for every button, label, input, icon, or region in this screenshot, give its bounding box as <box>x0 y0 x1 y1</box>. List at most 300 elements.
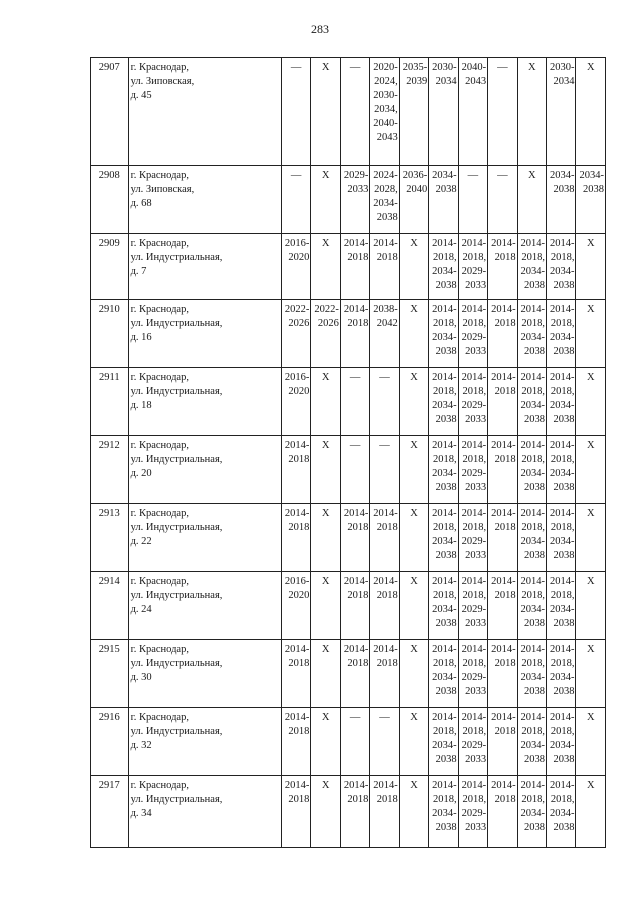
cell-line: 2018, <box>433 522 457 533</box>
cell-line: 2018, <box>462 522 487 533</box>
cell-line: 2018, <box>462 454 487 465</box>
period-cell <box>281 504 310 572</box>
period-cell <box>429 776 458 848</box>
cell-line: 2035- <box>402 62 428 73</box>
cell-line: 2034- <box>432 468 457 479</box>
cell-line: Х <box>410 508 418 519</box>
period-cell <box>517 58 546 166</box>
cell-line: 2034 <box>435 76 457 87</box>
cell-line: 2038 <box>583 184 604 195</box>
period-cell <box>458 58 487 166</box>
cell-line: — <box>349 62 361 73</box>
table-body <box>91 58 606 848</box>
cell-line: 2014- <box>491 304 516 315</box>
cell-line: 2016- <box>284 372 310 383</box>
table-row <box>91 504 606 572</box>
table-row <box>91 166 606 234</box>
period-cell <box>488 776 517 848</box>
cell-line: г. Краснодар, <box>130 62 189 73</box>
period-cell <box>399 166 428 234</box>
row-number: 2914 <box>91 572 129 640</box>
period-cell <box>399 504 428 572</box>
cell-line: — <box>290 62 302 73</box>
period-cell <box>340 368 369 436</box>
cell-line: д. 24 <box>130 604 152 615</box>
cell-line: 2018, <box>521 726 546 737</box>
cell-line: 2018, <box>521 454 546 465</box>
cell-line: 2038 <box>435 618 457 629</box>
cell-line: 2038 <box>524 550 546 561</box>
cell-line: 2014- <box>549 712 575 723</box>
cell-line: 2018, <box>462 252 487 263</box>
address-cell <box>128 776 281 848</box>
row-number: 2907 <box>91 58 129 166</box>
cell-line: Х <box>321 780 330 791</box>
cell-line: 2038 <box>553 346 575 357</box>
period-cell <box>488 640 517 708</box>
cell-line: 2014- <box>432 238 457 249</box>
cell-line: 2034- <box>520 672 546 683</box>
cell-line: 2014- <box>520 644 546 655</box>
period-cell <box>429 166 458 234</box>
period-cell <box>311 504 340 572</box>
period-cell <box>370 58 399 166</box>
period-cell <box>458 166 487 234</box>
period-cell <box>458 572 487 640</box>
period-cell <box>370 300 399 368</box>
row-number: 2911 <box>91 368 129 436</box>
cell-line: 2014- <box>432 440 457 451</box>
cell-line: 2014- <box>284 712 310 723</box>
cell-line: Х <box>321 712 330 723</box>
period-cell <box>517 166 546 234</box>
cell-line: 2040- <box>461 62 487 73</box>
cell-line: Х <box>321 576 330 587</box>
cell-line: 2034- <box>432 740 457 751</box>
cell-line: ул. Индустриальная, <box>130 794 223 805</box>
cell-line: 2014- <box>432 304 457 315</box>
cell-line: 2014- <box>461 372 487 383</box>
cell-line: 2018, <box>550 590 575 601</box>
cell-line: 2014- <box>491 440 516 451</box>
period-cell <box>547 368 576 436</box>
period-cell <box>340 300 369 368</box>
cell-line: 2039 <box>406 76 428 87</box>
cell-line: Х <box>321 440 330 451</box>
cell-line: 2018 <box>347 522 369 533</box>
cell-line: 2034- <box>520 332 546 343</box>
period-cell <box>340 234 369 300</box>
table-row <box>91 368 606 436</box>
period-cell <box>311 776 340 848</box>
cell-line: 2014- <box>520 372 546 383</box>
cell-line: Х <box>321 62 330 73</box>
cell-line: 2020- <box>373 62 398 73</box>
period-cell <box>429 234 458 300</box>
period-cell <box>517 368 546 436</box>
cell-line: 2018, <box>521 590 546 601</box>
period-cell <box>488 572 517 640</box>
cell-line: 2014- <box>343 304 369 315</box>
cell-line: д. 20 <box>130 468 152 479</box>
table-row <box>91 234 606 300</box>
cell-line: 2018, <box>521 522 546 533</box>
cell-line: 2014- <box>343 576 369 587</box>
period-cell <box>281 708 310 776</box>
cell-line: Х <box>586 644 595 655</box>
cell-line: 2033 <box>347 184 369 195</box>
cell-line: ул. Индустриальная, <box>130 590 223 601</box>
cell-line: 2024- <box>373 170 398 181</box>
cell-line: 2018 <box>494 658 516 669</box>
cell-line: д. 34 <box>130 808 152 819</box>
period-cell <box>517 234 546 300</box>
cell-line: 2034- <box>579 170 604 181</box>
cell-line: 2018 <box>494 252 516 263</box>
cell-line: 2018, <box>433 726 457 737</box>
cell-line: 2018, <box>521 794 546 805</box>
cell-line: 2014- <box>343 508 369 519</box>
cell-line: 2038 <box>553 550 575 561</box>
period-cell <box>547 58 576 166</box>
cell-line: 2034- <box>432 604 457 615</box>
cell-line: 2014- <box>373 780 398 791</box>
period-cell <box>311 708 340 776</box>
cell-line: 2018 <box>347 794 369 805</box>
period-cell <box>488 436 517 504</box>
cell-line: 2033 <box>465 482 487 493</box>
address-cell <box>128 234 281 300</box>
period-cell <box>576 572 606 640</box>
cell-line: Х <box>321 372 330 383</box>
cell-line: 2043 <box>465 76 487 87</box>
cell-line: 2014- <box>461 304 487 315</box>
cell-line: 2038 <box>435 822 457 833</box>
cell-line: г. Краснодар, <box>130 238 189 249</box>
cell-line: 2024, <box>374 76 398 87</box>
cell-line: 2018, <box>550 252 575 263</box>
cell-line: — <box>349 440 361 451</box>
cell-line: 2014- <box>491 372 516 383</box>
cell-line: — <box>290 170 302 181</box>
cell-line: 2018 <box>347 590 369 601</box>
address-cell <box>128 640 281 708</box>
cell-line: 2038 <box>553 482 575 493</box>
table-row <box>91 776 606 848</box>
cell-line: 2038 <box>376 212 398 223</box>
cell-line: 2014- <box>520 508 546 519</box>
cell-line: 2034- <box>520 266 546 277</box>
period-cell <box>547 300 576 368</box>
cell-line: 2018, <box>433 658 457 669</box>
cell-line: 2014- <box>549 372 575 383</box>
cell-line: 2018 <box>376 658 398 669</box>
row-number: 2908 <box>91 166 129 234</box>
period-cell <box>399 58 428 166</box>
cell-line: 2029- <box>461 266 487 277</box>
cell-line: Х <box>586 372 595 383</box>
cell-line: ул. Индустриальная, <box>130 318 223 329</box>
period-cell <box>429 640 458 708</box>
cell-line: 2014- <box>520 238 546 249</box>
cell-line: Х <box>528 170 536 181</box>
period-cell <box>547 708 576 776</box>
period-cell <box>547 640 576 708</box>
cell-line: 2038 <box>435 346 457 357</box>
cell-line: 2018 <box>494 794 516 805</box>
period-cell <box>311 640 340 708</box>
period-cell <box>399 776 428 848</box>
cell-line: 2018 <box>288 794 310 805</box>
period-cell <box>370 368 399 436</box>
cell-line: 2018 <box>376 252 398 263</box>
cell-line: 2014- <box>373 508 398 519</box>
period-cell <box>370 708 399 776</box>
period-cell <box>488 166 517 234</box>
cell-line: д. 30 <box>130 672 152 683</box>
table-row <box>91 572 606 640</box>
period-cell <box>576 776 606 848</box>
period-cell <box>429 368 458 436</box>
cell-line: 2038 <box>524 618 546 629</box>
table-row <box>91 640 606 708</box>
period-cell <box>517 708 546 776</box>
cell-line: Х <box>528 62 536 73</box>
period-cell <box>488 300 517 368</box>
period-cell <box>458 504 487 572</box>
period-cell <box>458 708 487 776</box>
cell-line: 2014- <box>432 576 457 587</box>
period-cell <box>311 234 340 300</box>
cell-line: 2014- <box>343 780 369 791</box>
cell-line: 2018 <box>347 658 369 669</box>
cell-line: 2014- <box>491 644 516 655</box>
cell-line: 2029- <box>461 604 487 615</box>
cell-line: 2034- <box>432 536 457 547</box>
cell-line: 2018, <box>550 658 575 669</box>
cell-line: 2026 <box>288 318 310 329</box>
cell-line: 2022- <box>314 304 339 315</box>
cell-line: 2018, <box>462 318 487 329</box>
period-cell <box>488 58 517 166</box>
cell-line: 2018, <box>550 454 575 465</box>
period-cell <box>547 436 576 504</box>
cell-line: Х <box>321 508 330 519</box>
cell-line: 2020 <box>288 252 310 263</box>
cell-line: 2018, <box>550 794 575 805</box>
cell-line: 2018 <box>376 590 398 601</box>
cell-line: 2014- <box>549 508 575 519</box>
cell-line: 2034- <box>373 198 398 209</box>
period-cell <box>281 166 310 234</box>
cell-line: 2014- <box>432 780 457 791</box>
period-cell <box>458 776 487 848</box>
cell-line: ул. Зиповская, <box>130 184 195 195</box>
period-cell <box>340 166 369 234</box>
cell-line: 2018, <box>462 726 487 737</box>
cell-line: 2018 <box>288 658 310 669</box>
cell-line: Х <box>586 440 595 451</box>
cell-line: 2029- <box>461 536 487 547</box>
cell-line: 2038 <box>435 754 457 765</box>
cell-line: Х <box>410 644 418 655</box>
cell-line: 2040 <box>406 184 428 195</box>
cell-line: г. Краснодар, <box>130 440 189 451</box>
row-number: 2916 <box>91 708 129 776</box>
cell-line: 2034- <box>520 536 546 547</box>
cell-line: 2029- <box>461 808 487 819</box>
cell-line: 2038 <box>524 822 546 833</box>
table-row <box>91 300 606 368</box>
cell-line: г. Краснодар, <box>130 712 189 723</box>
period-cell <box>340 640 369 708</box>
cell-line: 2018, <box>433 794 457 805</box>
cell-line: 2034- <box>549 468 575 479</box>
period-cell <box>281 368 310 436</box>
cell-line: 2029- <box>461 672 487 683</box>
period-cell <box>370 572 399 640</box>
cell-line: Х <box>410 440 418 451</box>
period-cell <box>399 368 428 436</box>
cell-line: 2038 <box>553 184 575 195</box>
cell-line: д. 32 <box>130 740 152 751</box>
cell-line: д. 7 <box>130 266 147 277</box>
period-cell <box>340 708 369 776</box>
cell-line: г. Краснодар, <box>130 644 189 655</box>
cell-line: 2034- <box>549 266 575 277</box>
address-cell <box>128 300 281 368</box>
cell-line: 2033 <box>465 686 487 697</box>
period-cell <box>399 300 428 368</box>
period-cell <box>576 58 606 166</box>
period-cell <box>370 234 399 300</box>
cell-line: 2034- <box>520 808 546 819</box>
cell-line: 2014- <box>343 238 369 249</box>
cell-line: 2028, <box>374 184 398 195</box>
period-cell <box>281 776 310 848</box>
cell-line: 2029- <box>461 332 487 343</box>
period-cell <box>547 504 576 572</box>
cell-line: 2018 <box>494 454 516 465</box>
row-number: 2917 <box>91 776 129 848</box>
period-cell <box>311 300 340 368</box>
period-cell <box>517 640 546 708</box>
cell-line: 2034- <box>432 400 457 411</box>
cell-line: 2018, <box>433 454 457 465</box>
cell-line: 2018, <box>550 386 575 397</box>
cell-line: 2043 <box>376 132 398 143</box>
cell-line: 2034- <box>549 604 575 615</box>
cell-line: ул. Индустриальная, <box>130 454 223 465</box>
cell-line: г. Краснодар, <box>130 576 189 587</box>
cell-line: 2033 <box>465 618 487 629</box>
cell-line: 2038 <box>524 346 546 357</box>
period-cell <box>370 640 399 708</box>
cell-line: 2018 <box>494 590 516 601</box>
period-cell <box>340 776 369 848</box>
cell-line: 2018, <box>462 386 487 397</box>
period-cell <box>340 436 369 504</box>
row-number: 2909 <box>91 234 129 300</box>
cell-line: 2018, <box>433 252 457 263</box>
address-cell <box>128 58 281 166</box>
cell-line: 2018, <box>521 386 546 397</box>
cell-line: 2038 <box>553 822 575 833</box>
cell-line: ул. Зиповская, <box>130 76 195 87</box>
cell-line: — <box>349 372 361 383</box>
cell-line: 2034- <box>549 400 575 411</box>
cell-line: 2033 <box>465 346 487 357</box>
cell-line: Х <box>410 712 418 723</box>
cell-line: 2014- <box>549 238 575 249</box>
cell-line: 2038 <box>524 414 546 425</box>
table-row <box>91 708 606 776</box>
cell-line: 2030- <box>373 90 398 101</box>
cell-line: г. Краснодар, <box>130 372 189 383</box>
cell-line: 2014- <box>284 644 310 655</box>
cell-line: 2014- <box>520 712 546 723</box>
row-number: 2913 <box>91 504 129 572</box>
cell-line: — <box>379 440 390 451</box>
cell-line: Х <box>586 238 595 249</box>
cell-line: 2038 <box>553 414 575 425</box>
address-cell <box>128 368 281 436</box>
cell-line: 2014- <box>491 508 516 519</box>
period-cell <box>576 166 606 234</box>
period-cell <box>281 436 310 504</box>
period-cell <box>458 436 487 504</box>
period-cell <box>311 436 340 504</box>
cell-line: 2033 <box>465 280 487 291</box>
cell-line: 2034- <box>520 604 546 615</box>
cell-line: 2018 <box>376 794 398 805</box>
period-cell <box>429 58 458 166</box>
cell-line: 2033 <box>465 550 487 561</box>
cell-line: 2018 <box>494 318 516 329</box>
period-cell <box>576 504 606 572</box>
cell-line: 2014- <box>461 644 487 655</box>
cell-line: 2014- <box>549 644 575 655</box>
cell-line: 2038 <box>435 482 457 493</box>
cell-line: 2030- <box>432 62 457 73</box>
cell-line: г. Краснодар, <box>130 170 189 181</box>
cell-line: 2034- <box>432 332 457 343</box>
cell-line: 2014- <box>373 238 398 249</box>
cell-line: 2014- <box>549 780 575 791</box>
cell-line: 2014- <box>461 508 487 519</box>
row-number: 2910 <box>91 300 129 368</box>
cell-line: 2042 <box>376 318 398 329</box>
cell-line: 2038 <box>553 280 575 291</box>
cell-line: г. Краснодар, <box>130 304 189 315</box>
period-cell <box>340 58 369 166</box>
cell-line: 2029- <box>343 170 369 181</box>
cell-line: 2018, <box>433 386 457 397</box>
cell-line: 2018, <box>550 318 575 329</box>
cell-line: 2034- <box>432 808 457 819</box>
cell-line: Х <box>586 304 595 315</box>
cell-line: 2034, <box>374 104 398 115</box>
cell-line: 2033 <box>465 822 487 833</box>
period-cell <box>429 300 458 368</box>
period-cell <box>488 708 517 776</box>
cell-line: 2038 <box>435 686 457 697</box>
cell-line: 2018, <box>521 318 546 329</box>
period-cell <box>517 504 546 572</box>
period-cell <box>517 776 546 848</box>
cell-line: 2018 <box>288 522 310 533</box>
cell-line: ул. Индустриальная, <box>130 658 223 669</box>
